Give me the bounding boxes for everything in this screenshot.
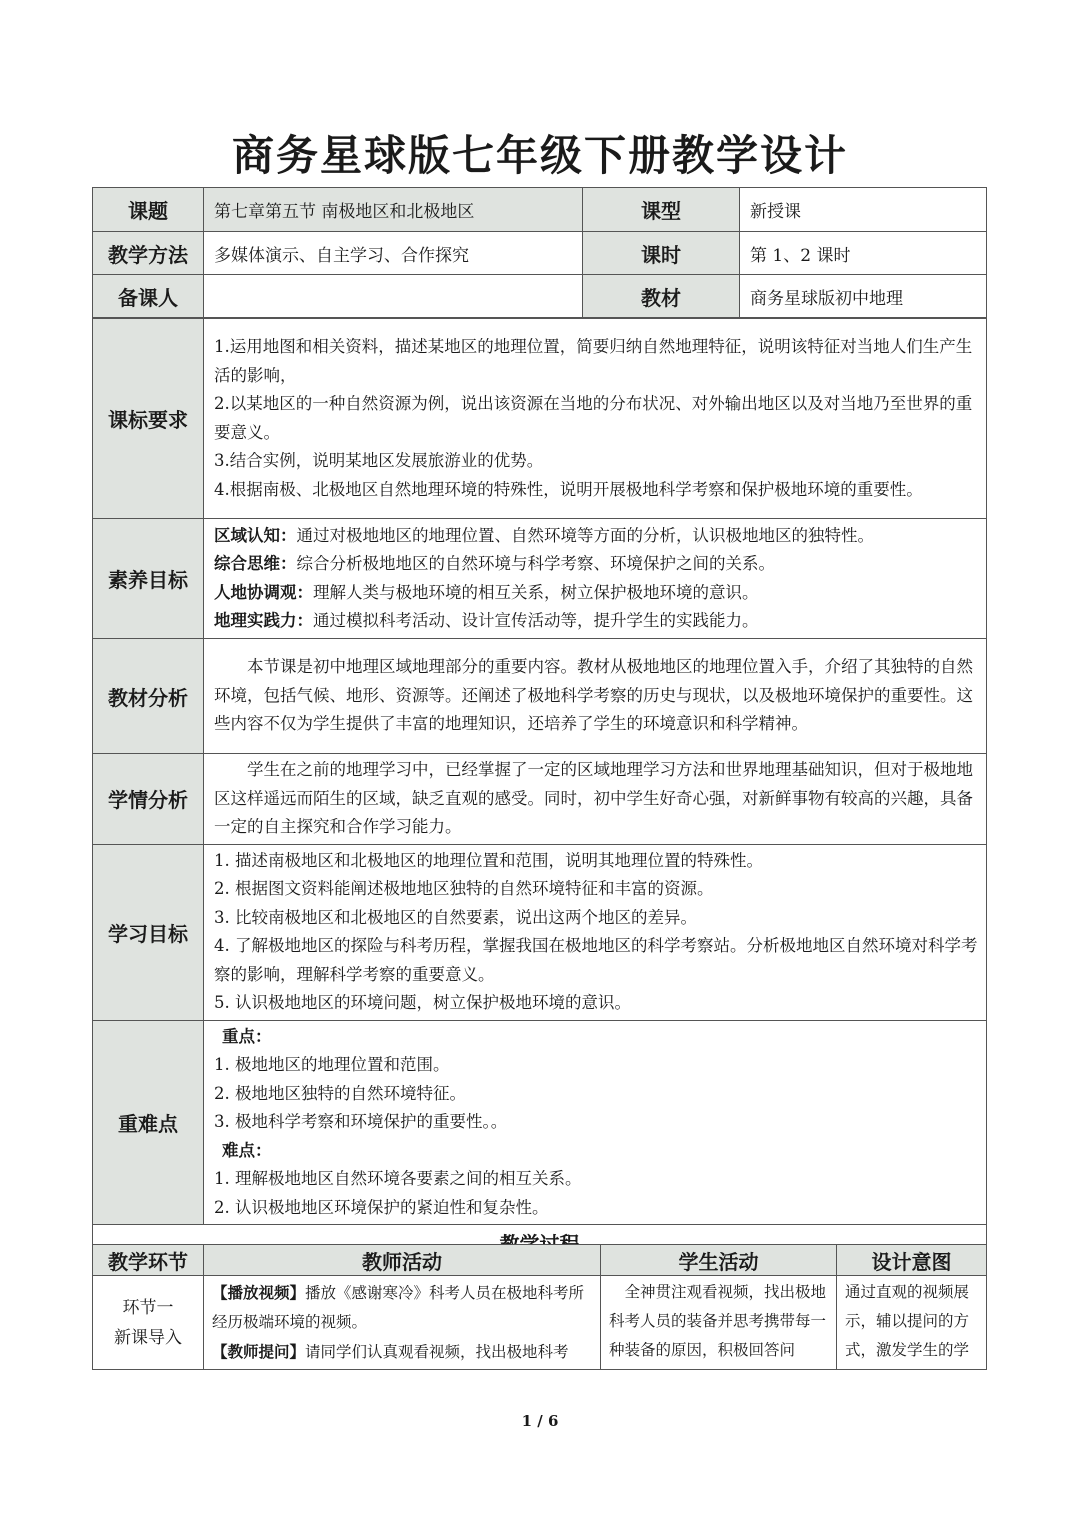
objectives-content: [204, 844, 987, 1020]
type-label: 课型: [583, 188, 740, 232]
literacy-key: 区域认知：: [214, 525, 297, 545]
curriculum-item: 4.根据南极、北极地区自然地理环境的特殊性，说明开展极地科学考察和保护极地环境的重要性。: [214, 479, 923, 499]
literacy-text: 综合分析极地地区的自然环境与科学考察、环境保护之间的关系。: [296, 554, 775, 573]
keypoints-content: [204, 1020, 987, 1225]
header-table: [92, 187, 987, 318]
process-table: [92, 1244, 987, 1370]
key-title: 重点：: [222, 1026, 272, 1046]
material-label: 教材分析: [93, 639, 204, 754]
textbook-value: 商务星球版初中地理: [740, 275, 987, 318]
textbook-label: 教材: [583, 275, 740, 318]
hard-title: 难点：: [222, 1140, 272, 1160]
teacher-text: 请同学们认真观看视频，找出极地科考: [305, 1343, 569, 1361]
material-text: 本节课是初中地理区域地理部分的重要内容。教材从极地地区的地理位置入手，介绍了其独特的自然环境，包括气候、地形、资源等。还阐述了极地科学考察的历史与现状，以及极地环境保护的重要性。这些内容不仅为学生提供了丰富的地理知识，还培养了学生的环境意识和科学精神。: [214, 657, 973, 734]
topic-value: 第七章第五节 南极地区和北极地区: [204, 188, 583, 232]
col-teacher: 教师活动: [204, 1245, 601, 1276]
preparer-value: [204, 275, 583, 318]
literacy-key: 综合思维：: [214, 554, 297, 573]
objective-item: 2. 根据图文资料能阐述极地地区独特的自然环境特征和丰富的资源。: [214, 879, 714, 898]
hours-value: 第 1、2 课时: [740, 232, 987, 275]
topic-label: 课题: [93, 188, 204, 232]
stage-name: 新课导入: [114, 1327, 182, 1348]
method-value: 多媒体演示、自主学习、合作探究: [204, 232, 583, 275]
stage-cell: [93, 1276, 204, 1370]
type-value: 新授课: [740, 188, 987, 232]
page-number: 1 / 6: [521, 1412, 559, 1430]
literacy-key: 地理实践力：: [214, 611, 313, 630]
literacy-item: [214, 550, 978, 579]
literacy-text: 理解人类与极地环境的相互关系，树立保护极地环境的意识。: [313, 582, 759, 602]
col-stage: 教学环节: [93, 1245, 204, 1276]
objective-item: 1. 描述南极地区和北极地区的地理位置和范围，说明其地理位置的特殊性。: [214, 850, 763, 870]
hours-label: 课时: [583, 232, 740, 275]
curriculum-item: 1.运用地图和相关资料，描述某地区的地理位置，简要归纳自然地理特征，说明该特征对当地人们生产生活的影响，: [214, 337, 973, 385]
literacy-key: 人地协调观：: [214, 582, 313, 602]
col-intent: 设计意图: [837, 1245, 987, 1276]
literacy-item: [214, 607, 978, 636]
objective-item: 4. 了解极地地区的探险与科考历程，掌握我国在极地地区的科学考察站。分析极地地区自然环境对科学考察的影响，理解科学考察的重要意义。: [214, 936, 978, 984]
key-item: 1. 极地地区的地理位置和范围。: [214, 1055, 450, 1074]
curriculum-content: [204, 319, 987, 519]
literacy-item: [214, 522, 978, 551]
teacher-text: 播放《感谢寒冷》科考人员在极地科考所经历极端环境的视频。: [212, 1284, 585, 1331]
method-label: 教学方法: [93, 232, 204, 275]
content-table: [92, 318, 987, 1261]
col-student: 学生活动: [601, 1245, 837, 1276]
curriculum-label: 课标要求: [93, 319, 204, 519]
objective-item: 5. 认识极地地区的环境问题，树立保护极地环境的意识。: [214, 993, 631, 1012]
literacy-label: 素养目标: [93, 519, 204, 639]
key-item: 2. 极地地区独特的自然环境特征。: [214, 1083, 466, 1103]
students-label: 学情分析: [93, 754, 204, 845]
key-item: 3. 极地科学考察和环境保护的重要性。。: [214, 1112, 508, 1131]
literacy-item: [214, 579, 978, 608]
stage-number: 环节一: [122, 1297, 174, 1318]
teacher-tag: 【教师提问】: [212, 1342, 306, 1361]
objectives-label: 学习目标: [93, 844, 204, 1020]
curriculum-item: 2.以某地区的一种自然资源为例，说出该资源在当地的分布状况、对外输出地区以及对当地乃至世界的重要意义。: [214, 394, 973, 442]
design-intent: 通过直观的视频展示，辅以提问的方式，激发学生的学: [837, 1276, 987, 1370]
students-text: 学生在之前的地理学习中，已经掌握了一定的区域地理学习方法和世界地理基础知识，但对于极地地区这样遥远而陌生的区域，缺乏直观的感受。同时，初中学生好奇心强，对新鲜事物有较高的兴趣，具备一定的自主探究和合作学习能力。: [214, 760, 973, 836]
document-title: 商务星球版七年级下册教学设计: [231, 131, 848, 180]
student-activity: 全神贯注观看视频，找出极地科考人员的装备并思考携带每一种装备的原因，积极回答问: [601, 1276, 837, 1370]
teacher-activity: [204, 1276, 601, 1370]
material-content: [204, 639, 987, 754]
hard-item: 1. 理解极地地区自然环境各要素之间的相互关系。: [214, 1169, 582, 1188]
hard-item: 2. 认识极地地区环境保护的紧迫性和复杂性。: [214, 1197, 549, 1217]
curriculum-item: 3.结合实例，说明某地区发展旅游业的优势。: [214, 451, 544, 470]
literacy-text: 通过模拟科考活动、设计宣传活动等，提升学生的实践能力。: [313, 611, 759, 630]
objective-item: 3. 比较南极地区和北极地区的自然要素，说出这两个地区的差异。: [214, 907, 697, 927]
literacy-text: 通过对极地地区的地理位置、自然环境等方面的分析，认识极地地区的独特性。: [296, 525, 874, 545]
keypoints-label: 重难点: [93, 1020, 204, 1225]
students-content: [204, 754, 987, 845]
literacy-content: [204, 519, 987, 639]
preparer-label: 备课人: [93, 275, 204, 318]
teacher-tag: 【播放视频】: [212, 1283, 306, 1302]
